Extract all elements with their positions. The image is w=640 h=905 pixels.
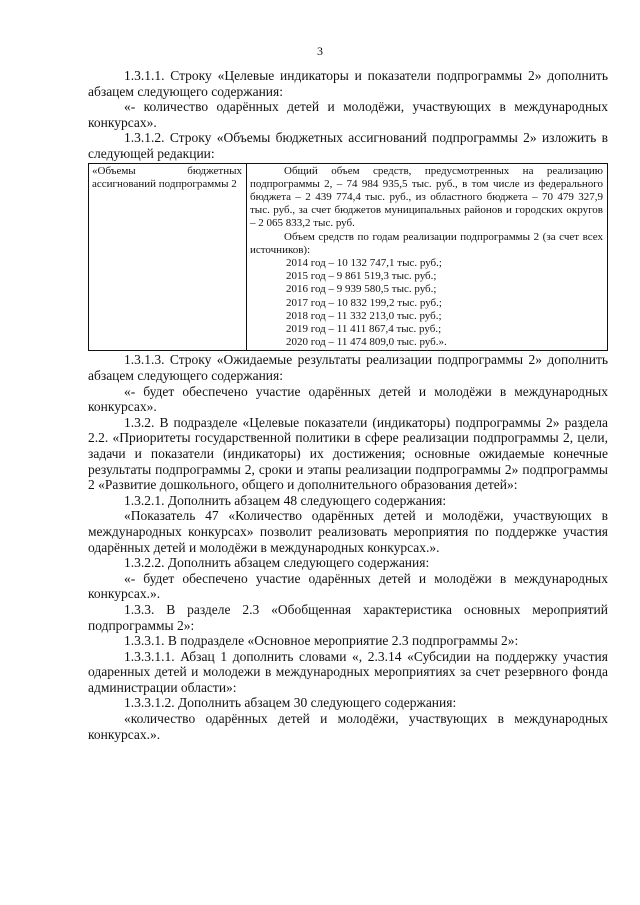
budget-table	[88, 163, 608, 352]
table-row	[89, 163, 608, 351]
paragraph: 1.3.3. В разделе 2.3 «Обобщенная характеристика основных мероприятий подпрограммы 2»:	[88, 601, 608, 633]
paragraph: 1.3.3.1. В подразделе «Основное мероприятие 2.3 подпрограммы 2»:	[124, 633, 519, 649]
paragraph: «- количество одарённых детей и молодёжи, участвующих в международных конкурсах».	[88, 99, 608, 130]
year-line: 2015 год – 9 861 519,3 тыс. руб.;	[286, 270, 437, 283]
year-line: 2016 год – 9 939 580,5 тыс. руб.;	[286, 283, 437, 296]
paragraph: «- будет обеспечено участие одарённых детей и молодёжи в международных конкурсах».	[88, 383, 608, 415]
table-paragraph: Объем средств по годам реализации подпрограммы 2 (за счет всех источников):	[250, 230, 603, 256]
paragraph: 1.3.1.3. Строку «Ожидаемые результаты реализации подпрограммы 2» дополнить абзацем следующего содержания:	[88, 352, 608, 383]
paragraph: «Показатель 47 «Количество одарённых детей и молодёжи, участвующих в международных конкурсах» позволит реализовать мероприятия по поддержке участия одарённых детей и молодёжи в международных конкурсах.».	[88, 508, 608, 555]
paragraph: 1.3.1.1. Строку «Целевые индикаторы и показатели подпрограммы 2» дополнить абзацем следующего содержания:	[88, 68, 608, 99]
paragraph: 1.3.3.1.1. Абзац 1 дополнить словами «, 2.3.14 «Субсидии на поддержку участия одаренных детей и молодежи в международных мероприятиях за счет резервного фонда администрации области»:	[88, 648, 608, 695]
year-line: 2018 год – 11 332 213,0 тыс. руб.;	[286, 309, 442, 322]
page-number: 3	[317, 44, 323, 58]
paragraph: 1.3.2.2. Дополнить абзацем следующего содержания:	[124, 555, 430, 571]
year-line: 2014 год – 10 132 747,1 тыс. руб.;	[286, 256, 442, 269]
paragraph: 1.3.2.1. Дополнить абзацем 48 следующего содержания:	[124, 492, 447, 508]
document-body	[88, 68, 608, 742]
paragraph: «количество одарённых детей и молодёжи, участвующих в международных конкурсах.».	[88, 711, 608, 742]
paragraph: «- будет обеспечено участие одарённых детей и молодёжи в международных конкурсах.».	[88, 570, 608, 602]
year-line: 2019 год – 11 411 867,4 тыс. руб.;	[286, 323, 442, 335]
table-cell-label	[89, 163, 247, 351]
paragraph: 1.3.3.1.2. Дополнить абзацем 30 следующего содержания:	[124, 695, 457, 711]
year-line: 2020 год – 11 474 809,0 тыс. руб.».	[286, 336, 447, 349]
table-paragraph: Общий объем средств, предусмотренных на реализацию подпрограммы 2, – 74 984 935,5 тыс. руб., в том числе из федерального бюджета – 2 439 774,4 тыс. руб., из областного бюджета – 70 479 327,9 тыс. руб., за счет бюджетов муниципальных районов и городских округов – 2 065 833,2 тыс. руб.	[250, 164, 603, 230]
table-cell-content	[247, 163, 608, 351]
year-line: 2017 год – 10 832 199,2 тыс. руб.;	[286, 296, 442, 309]
paragraph: 1.3.2. В подразделе «Целевые показатели (индикаторы) подпрограммы 2» раздела 2.2. «Приоритеты государственной политики в сфере реализации подпрограммы 2, цели, задачи и показатели (индикаторы) их достижения; основные ожидаемые конечные результаты подпрограммы 2, сроки и этапы реализации подпрограммы 2» подпрограммы 2 «Развитие дошкольного, общего и дополнительного образования детей»:	[88, 414, 608, 493]
paragraph: 1.3.1.2. Строку «Объемы бюджетных ассигнований подпрограммы 2» изложить в следующей редакции:	[88, 130, 608, 161]
table-label-text: «Объемы бюджетных ассигнований подпрограммы 2	[92, 164, 242, 190]
